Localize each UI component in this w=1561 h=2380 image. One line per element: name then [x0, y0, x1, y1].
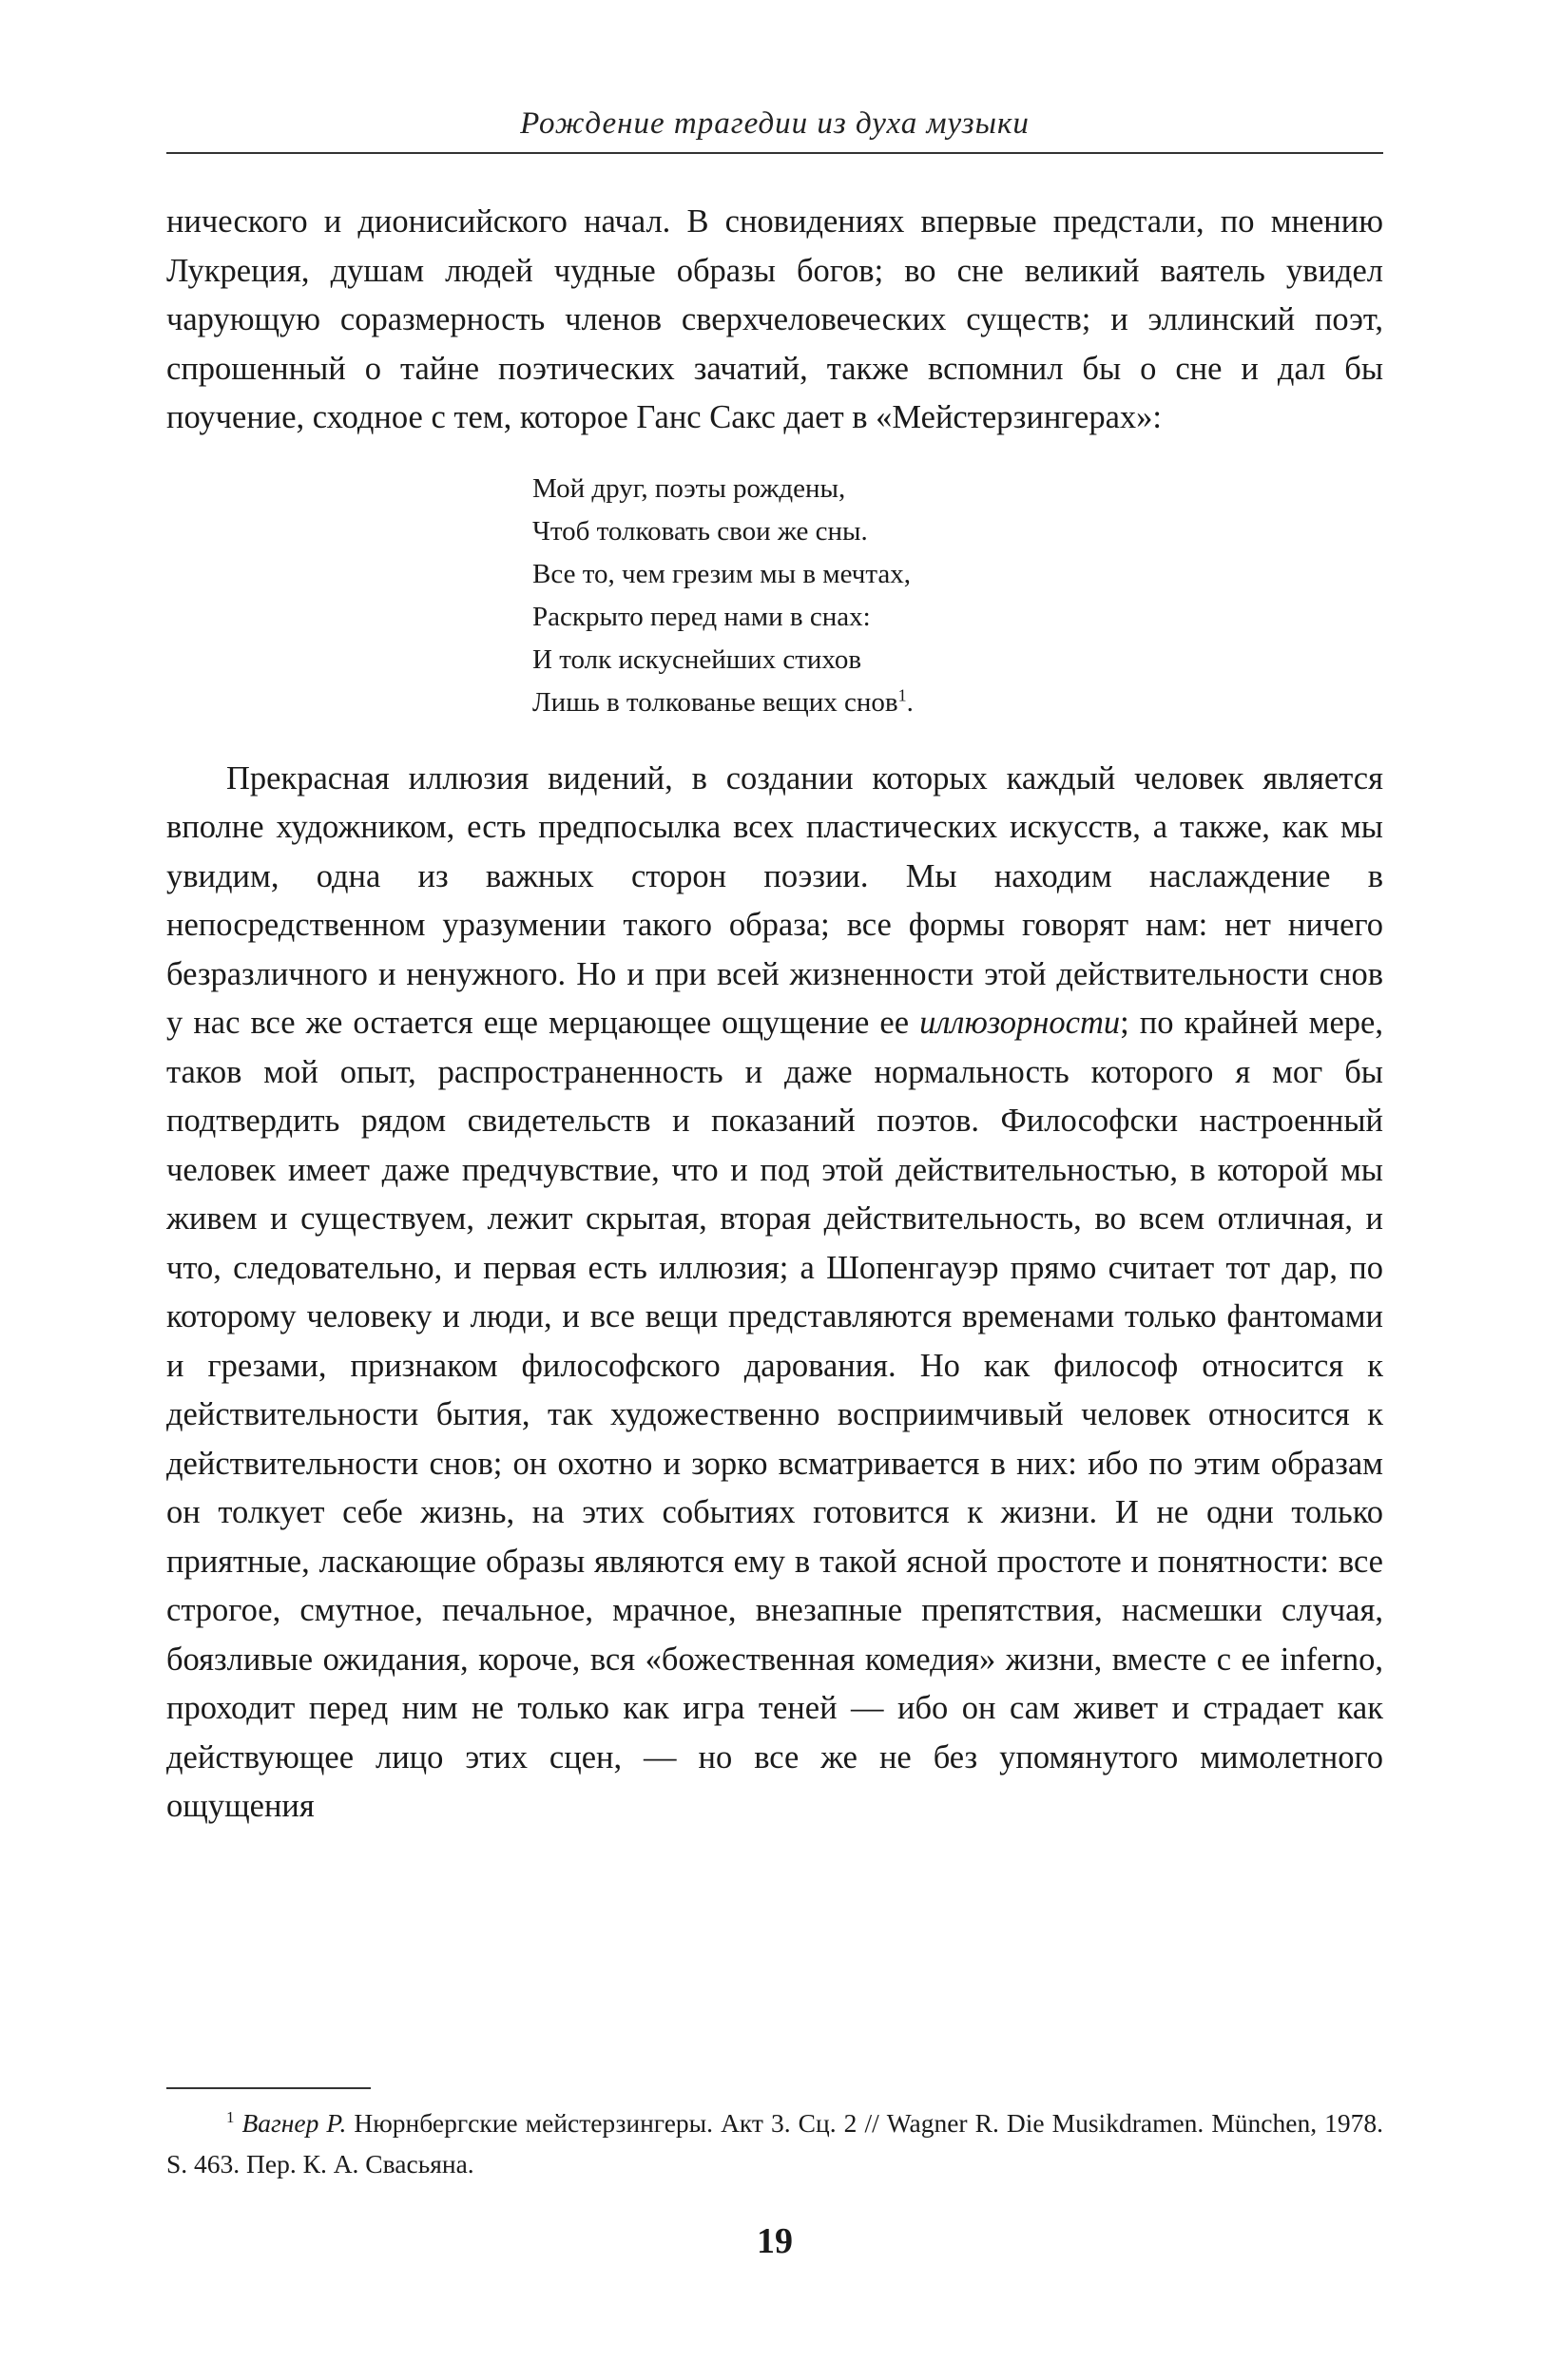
paragraph-2-text-b: ; по крайней мере, таков мой опыт, распространенность и даже нормальность которого я мог бы подтвердить рядом свидетельств и показаний поэтов. Философски настроенный человек имеет даже предчувствие, что и под этой действительностью, в которой мы живем и существуем, лежит скрытая, вторая действительность, во всем отличная, и что, следовательно, и первая есть иллюзия; а Шопенгауэр прямо считает тот дар, по которому человеку и люди, и все вещи представляются временами только фантомами и грезами, признаком философского дарования. Но как философ относится к действительности бытия, так художественно восприимчивый человек относится к действительности снов; он охотно и зорко всматривается в них: ибо по этим образам он толкует себе жизнь, на этих событиях готовится к жизни. И не одни только приятные, ласкающие образы являются ему в такой ясной простоте и понятности: все строгое, смутное, печальное, мрачное, внезапные препятствия, насмешки случая, боязливые ожидания, короче, вся «божественная комедия» жизни, вместе с ее inferno, проходит перед ним не только как игра теней — ибо он сам живет и страдает как действующее лицо этих сцен, — но все же не без упомянутого мимолетного ощущения [166, 1005, 1383, 1824]
paragraph-2 [166, 755, 1383, 1832]
header-rule [166, 152, 1383, 154]
verse-line: Чтоб толковать свои же сны. [532, 515, 868, 547]
paragraph-2-text-a: Прекрасная иллюзия видений, в создании которых каждый человек является вполне художником, есть предпосылка всех пластических искусств, а также, как мы увидим, одна из важных сторон поэзии. Мы находим наслаждение в непосредственном уразумении такого образа; все формы говорят нам: нет ничего безразличного и ненужного. Но и при всей жизненности этой действительности снов у нас все же остается еще мерцающее ощущение ее [166, 759, 1383, 1041]
running-head: Рождение трагедии из духа музыки [520, 106, 1030, 141]
paragraph-1-text: ического и дионисийского начал. В сновидениях впервые предстали, по мнению Лукреция, душам людей чудные образы богов; во сне великий ваятель увидел чарующую соразмерность членов сверхчеловеческих существ; и эллинский поэт, спрошенный о тайне поэтических зачатий, также вспомнил бы о сне и дал бы поучение, сходное с тем, которое Ганс Сакс дает в «Мейстерзингерах»: [166, 203, 1383, 435]
verse-line-text: Лишь в толкованье вещих снов [532, 686, 898, 718]
footnote-body [166, 2102, 1383, 2184]
paragraph-prefix: н [166, 203, 184, 240]
verse-line: Мой друг, поэты рождены, [532, 472, 846, 504]
paragraph-continued [166, 198, 1383, 443]
verse-line: Все то, чем грезим мы в мечтах, [532, 558, 911, 589]
verse-line: Раскрыто перед нами в снах: [532, 601, 871, 632]
verse-end-punct: . [906, 686, 914, 718]
verse-line-last [532, 681, 1383, 724]
footnote-number: 1 [226, 2107, 235, 2126]
page-number: 19 [757, 2221, 793, 2261]
emphasis-text: иллюзорности [919, 1005, 1121, 1041]
footnote-rule [166, 2087, 371, 2089]
verse-quote [532, 468, 1383, 724]
footnote-reference[interactable]: 1 [897, 684, 907, 704]
main-text [166, 198, 1383, 1832]
footnote-text: Нюрнбергские мейстерзингеры. Акт 3. Сц. 2 // Wagner R. Die Musikdramen. München, 1978. S. 463. Пер. К. А. Свасьяна. [166, 2108, 1383, 2178]
verse-line: И толк искуснейших стихов [532, 643, 862, 675]
footnote-author: Вагнер Р. [241, 2108, 347, 2138]
footnote [166, 2102, 1383, 2184]
